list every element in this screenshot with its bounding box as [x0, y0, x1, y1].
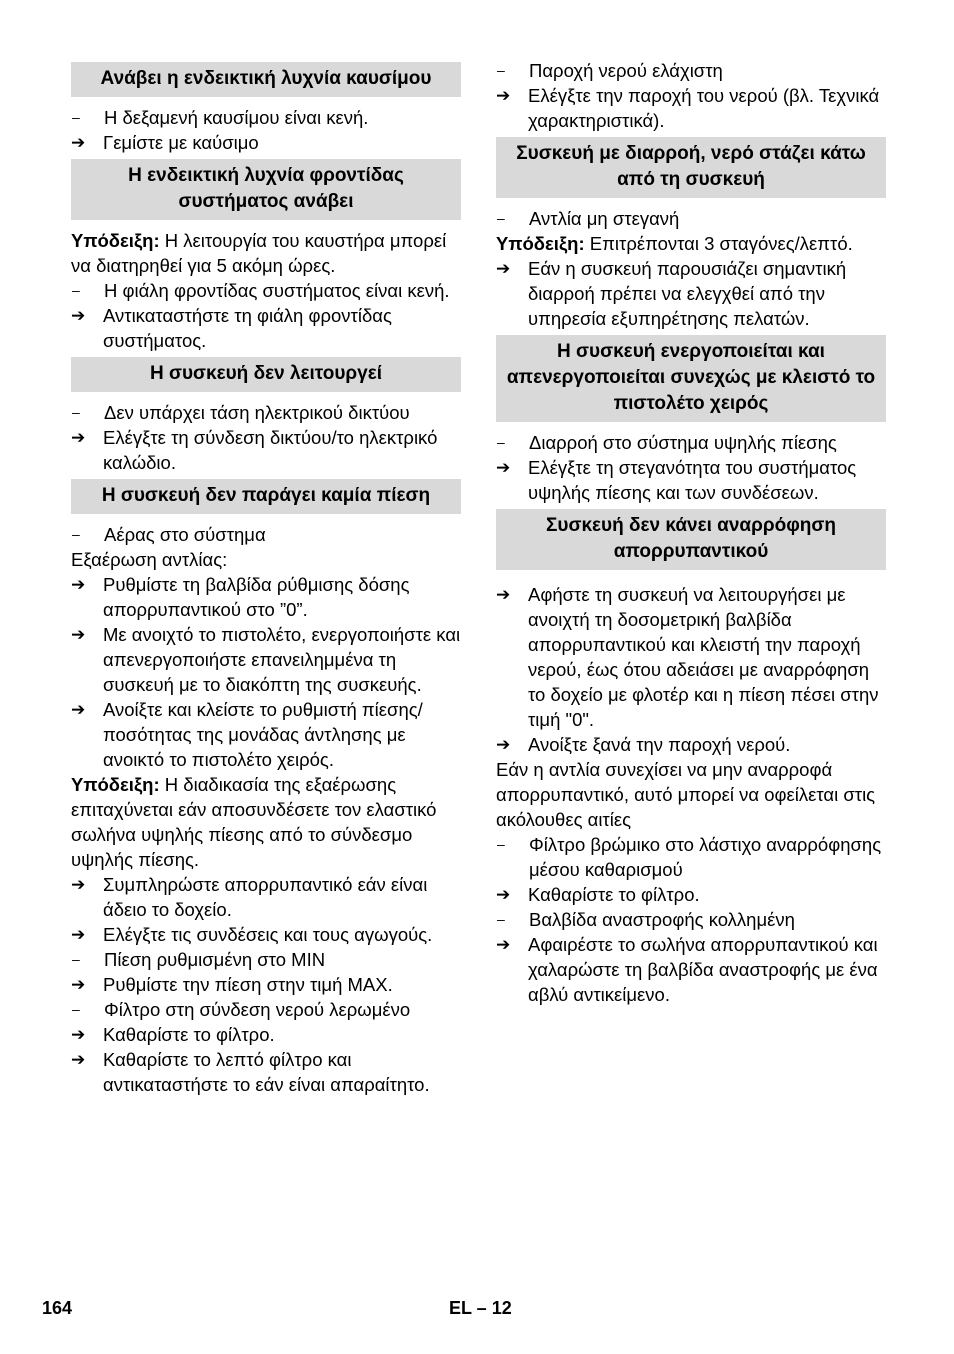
dash-icon: – — [497, 911, 505, 927]
arrow-right-icon: ➔ — [71, 306, 86, 325]
dash-icon: – — [72, 109, 80, 125]
remedy-item: ➔ Ελέγξτε τις συνδέσεις και τους αγωγούς. — [71, 924, 433, 945]
remedy-item: ➔ Καθαρίστε το φίλτρο. — [496, 884, 700, 905]
cause-item: – Βαλβίδα αναστροφής κολλημένη — [497, 909, 795, 930]
remedy-item: ➔ Ρυθμίστε τη βαλβίδα ρύθμισης δόσης απορρυπαντικού στο ”0”. — [71, 574, 410, 620]
dash-icon: – — [72, 282, 80, 298]
dash-icon: – — [497, 836, 505, 852]
arrow-right-icon: ➔ — [71, 875, 86, 894]
dash-icon: – — [72, 404, 80, 420]
note-paragraph: Υπόδειξη: Η διαδικασία της εξαέρωσης επιταχύνεται εάν αποσυνδέσετε τον ελαστικό σωλήνα υψηλής πίεσης από το σύνδεσμο υψηλής πίεσης. — [71, 774, 437, 870]
section-heading: Η συσκευή δεν λειτουργεί — [71, 357, 461, 392]
section-heading: Η ενδεικτική λυχνία φροντίδας συστήματος ανάβει — [71, 159, 461, 220]
section-heading: Η συσκευή δεν παράγει καμία πίεση — [71, 479, 461, 514]
arrow-right-icon: ➔ — [496, 735, 511, 754]
remedy-item: ➔ Με ανοιχτό το πιστολέτο, ενεργοποιήστε και απενεργοποιήστε επανειλημμένα τη συσκευή με το διακόπτη της συσκευής. — [71, 624, 461, 695]
cause-item: – Δεν υπάρχει τάση ηλεκτρικού δικτύου — [72, 402, 410, 423]
cause-item: – Διαρροή στο σύστημα υψηλής πίεσης — [497, 432, 837, 453]
section-heading: Συσκευή με διαρροή, νερό στάζει κάτω από τη συσκευή — [496, 137, 886, 198]
dash-icon: – — [497, 210, 505, 226]
cause-item: – Φίλτρο βρώμικο στο λάστιχο αναρρόφησης μέσου καθαρισμού — [497, 834, 882, 880]
arrow-right-icon: ➔ — [71, 975, 86, 994]
arrow-right-icon: ➔ — [496, 259, 511, 278]
remedy-item: ➔ Ρυθμίστε την πίεση στην τιμή MAX. — [71, 974, 393, 995]
cause-item: – Αντλία μη στεγανή — [497, 208, 680, 229]
paragraph: Εάν η αντλία συνεχίσει να μην αναρροφά απορρυπαντικό, αυτό μπορεί να οφείλεται στις ακόλουθες αιτίες — [496, 759, 876, 830]
remedy-item: ➔ Αντικαταστήστε τη φιάλη φροντίδας συστήματος. — [71, 305, 392, 351]
page-number: 164 — [42, 1298, 73, 1318]
note-paragraph: Υπόδειξη: Επιτρέπονται 3 σταγόνες/λεπτό. — [496, 233, 853, 254]
arrow-right-icon: ➔ — [71, 1050, 86, 1069]
remedy-item: ➔ Καθαρίστε το λεπτό φίλτρο και αντικαταστήστε το εάν είναι απαραίτητο. — [71, 1049, 430, 1095]
section-heading: Η συσκευή ενεργοποιείται και απενεργοποιείται συνεχώς με κλειστό το πιστολέτο χειρός — [496, 335, 886, 422]
remedy-item: ➔ Ελέγξτε τη στεγανότητα του συστήματος υψηλής πίεσης και των συνδέσεων. — [496, 457, 857, 503]
remedy-item: ➔ Καθαρίστε το φίλτρο. — [71, 1024, 275, 1045]
arrow-right-icon: ➔ — [71, 133, 86, 152]
remedy-item: ➔ Εάν η συσκευή παρουσιάζει σημαντική διαρροή πρέπει να ελεγχθεί από την υπηρεσία εξυπηρέτησης πελατών. — [496, 258, 847, 329]
right-column — [496, 58, 886, 1007]
cause-item: – Αέρας στο σύστημα — [72, 524, 266, 545]
dash-icon: – — [72, 526, 80, 542]
left-column — [71, 62, 461, 1097]
arrow-right-icon: ➔ — [496, 458, 511, 477]
dash-icon: – — [72, 1001, 80, 1017]
cause-item: – Παροχή νερού ελάχιστη — [497, 60, 723, 81]
arrow-right-icon: ➔ — [71, 700, 86, 719]
cause-item: – Φίλτρο στη σύνδεση νερού λερωμένο — [72, 999, 411, 1020]
remedy-item: ➔ Συμπληρώστε απορρυπαντικό εάν είναι άδειο το δοχείο. — [71, 874, 428, 920]
remedy-item: ➔ Ελέγξτε τη σύνδεση δικτύου/το ηλεκτρικό καλώδιο. — [71, 427, 438, 473]
note-paragraph: Υπόδειξη: Η λειτουργία του καυστήρα μπορεί να διατηρηθεί για 5 ακόμη ώρες. — [71, 230, 447, 276]
arrow-right-icon: ➔ — [496, 86, 511, 105]
arrow-right-icon: ➔ — [71, 575, 86, 594]
paragraph: Εξαέρωση αντλίας: — [71, 549, 228, 570]
dash-icon: – — [497, 62, 505, 78]
remedy-item: ➔ Ανοίξτε και κλείστε το ρυθμιστή πίεσης/ποσότητας της μονάδας άντλησης με ανοικτό το πιστολέτο χειρός. — [71, 699, 423, 770]
arrow-right-icon: ➔ — [71, 1025, 86, 1044]
remedy-item: ➔ Αφαιρέστε το σωλήνα απορρυπαντικού και χαλαρώστε τη βαλβίδα αναστροφής με ένα αβλύ αντικείμενο. — [496, 934, 878, 1005]
arrow-right-icon: ➔ — [71, 428, 86, 447]
remedy-item: ➔ Ανοίξτε ξανά την παροχή νερού. — [496, 734, 791, 755]
remedy-item: ➔ Αφήστε τη συσκευή να λειτουργήσει με ανοιχτή τη δοσομετρική βαλβίδα απορρυπαντικού και κλειστή την παροχή νερού, έως ότου αδειάσει με αναρρόφηση το δοχείο με φλοτέρ και η πίεση πέσει στην τιμή "0". — [496, 584, 879, 730]
cause-item: – Πίεση ρυθμισμένη στο MIN — [72, 949, 326, 970]
cause-item: – Η φιάλη φροντίδας συστήματος είναι κενή. — [72, 280, 450, 301]
arrow-right-icon: ➔ — [496, 585, 511, 604]
section-heading: Συσκευή δεν κάνει αναρρόφηση απορρυπαντικού — [496, 509, 886, 570]
dash-icon: – — [497, 434, 505, 450]
arrow-right-icon: ➔ — [71, 925, 86, 944]
cause-item: – Η δεξαμενή καυσίμου είναι κενή. — [72, 107, 369, 128]
dash-icon: – — [72, 951, 80, 967]
arrow-right-icon: ➔ — [496, 885, 511, 904]
arrow-right-icon: ➔ — [71, 625, 86, 644]
remedy-item: ➔ Γεμίστε με καύσιμο — [71, 132, 259, 153]
language-page-label: EL – 12 — [449, 1298, 512, 1318]
section-heading: Ανάβει η ενδεικτική λυχνία καυσίμου — [71, 62, 461, 97]
arrow-right-icon: ➔ — [496, 935, 511, 954]
remedy-item: ➔ Ελέγξτε την παροχή του νερού (βλ. Τεχνικά χαρακτηριστικά). — [496, 85, 880, 131]
